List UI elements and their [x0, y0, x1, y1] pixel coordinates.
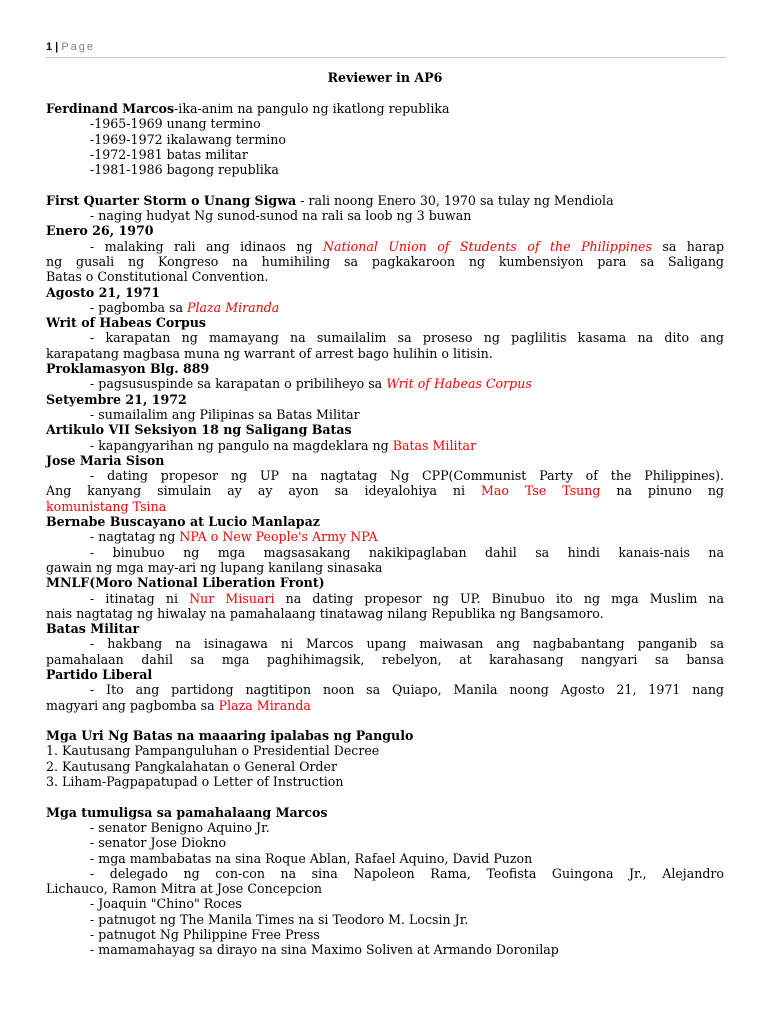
bernabe-paragraph: - binubuo ng mga magsasakang nakikipaglaban dahil sa hindi kanais-nais na gawain ng mga may-ari ng lupang kanilang sinasaka — [46, 544, 724, 575]
proklamasyon-heading: Proklamasyon Blg. 889 — [46, 361, 210, 377]
bernabe-heading: Bernabe Buscayano at Lucio Manlapaz — [46, 514, 320, 530]
highlight-batas-militar: Batas Militar — [392, 437, 477, 453]
fqs-detail: - naging hudyat Ng sunod-sunod na rali sa loob ng 3 buwan — [90, 208, 472, 224]
term-item: -1981-1986 bagong republika — [90, 162, 279, 178]
page-header — [46, 40, 726, 58]
partido-paragraph: - Ito ang partidong nagtitipon noon sa Quiapo, Manila noong Agosto 21, 1971 nang magyari ang pagbomba sa Plaza Miranda — [46, 682, 724, 713]
bernabe-detail: - nagtatag ng NPA o New People's Army NPA — [90, 529, 378, 545]
partido-heading: Partido Liberal — [46, 666, 153, 682]
tumuligsa-item: - mamamahayag sa dirayo na sina Maximo Soliven at Armando Doronilap — [90, 942, 559, 958]
uri-item: 3. Liham-Pagpapatupad o Letter of Instruction — [46, 774, 344, 790]
mnlf-paragraph: - itinatag ni Nur Misuari na dating propesor ng UP. Binubuo ito ng mga Muslim na nais nagtatag ng hiwalay na pamahalaang tinatawag nilang Republika ng Bangsamoro. — [46, 590, 725, 621]
artikulo-detail: - kapangyarihan ng pangulo na magdeklara ng Batas Militar — [90, 437, 477, 453]
highlight-writ: Writ of Habeas Corpus — [386, 376, 532, 392]
term-item: -1965-1969 unang termino — [90, 116, 261, 132]
sison-paragraph: - dating propesor ng UP na nagtatag Ng CPP(Communist Party of the Philippines). Ang kanyang simulain ay ay ayon sa ideyalohiya ni Mao Tse Tsung na pinuno ng komunistang Tsina — [46, 468, 724, 514]
tumuligsa-heading: Mga tumuligsa sa pamahalaang Marcos — [46, 804, 328, 820]
writ-paragraph: - karapatan ng mamayang na sumailalim sa proseso ng paglilitis kasama na dito ang karapatang magbasa muna ng warrant of arrest bago hulihin o litisin. — [46, 330, 724, 361]
fqs-heading: First Quarter Storm o Unang Sigwa - rali noong Enero 30, 1970 sa tulay ng Mendiola — [46, 192, 614, 208]
proklamasyon-detail: - pagsususpinde sa karapatan o pribiliheyo sa Writ of Habeas Corpus — [90, 376, 532, 392]
highlight-plaza-miranda-2: Plaza Miranda — [218, 697, 311, 713]
tumuligsa-item: - senator Benigno Aquino Jr. — [90, 819, 270, 835]
highlight-npa: NPA o New People's Army NPA — [179, 529, 378, 545]
tumuligsa-item: - patnugot Ng Philippine Free Press — [90, 927, 320, 943]
highlight-misuari: Nur Misuari — [189, 590, 275, 606]
writ-heading: Writ of Habeas Corpus — [46, 315, 207, 331]
uri-item: 1. Kautusang Pampanguluhan o Presidential Decree — [46, 743, 380, 759]
mnlf-heading: MNLF(Moro National Liberation Front) — [46, 575, 325, 591]
page-number: 1 — [46, 41, 53, 53]
document-body — [46, 70, 724, 958]
batas-militar-paragraph: - hakbang na isinagawa ni Marcos upang maiwasan ang nagbabantang panganib sa pamahalaan dahil sa mga paghihimagsik, rebelyon, at karahasang nangyari sa bansa — [46, 636, 724, 667]
tumuligsa-item: - Joaquin "Chino" Roces — [90, 896, 242, 912]
artikulo-heading: Artikulo VII Seksiyon 18 ng Saligang Batas — [46, 422, 352, 438]
page-separator: | — [52, 41, 62, 53]
batas-militar-heading: Batas Militar — [46, 621, 140, 637]
tumuligsa-item: - patnugot ng The Manila Times na si Teodoro M. Locsin Jr. — [90, 911, 469, 927]
uri-heading: Mga Uri Ng Batas na maaaring ipalabas ng Pangulo — [46, 728, 414, 744]
tumuligsa-item: - mga mambabatas na sina Roque Ablan, Rafael Aquino, David Puzon — [90, 850, 533, 866]
term-item: -1969-1972 ikalawang termino — [90, 131, 286, 147]
tumuligsa-item: - senator Jose Diokno — [90, 835, 227, 851]
setyembre-heading: Setyembre 21, 1972 — [46, 391, 187, 407]
sison-heading: Jose Maria Sison — [46, 452, 165, 468]
tumuligsa-item: - delegado ng con-con na sina Napoleon Rama, Teofista Guingona Jr., Alejandro Lichauco, Ramon Mitra at Jose Concepcion — [46, 865, 724, 897]
agosto-heading: Agosto 21, 1971 — [46, 284, 161, 300]
agosto-detail: - pagbomba sa Plaza Miranda — [90, 299, 280, 315]
enero-paragraph: - malaking rali ang idinaos ng National Union of Students of the Philippines sa harap ng gusali ng Kongreso na humihiling sa pagkakaroon ng kumbensiyon para sa Saligang Batas o Constitutional Convention. — [46, 238, 725, 285]
highlight-mao: Mao Tse Tsung — [481, 483, 601, 499]
highlight-komunistang-tsina: komunistang Tsina — [46, 498, 167, 514]
highlight-plaza-miranda: Plaza Miranda — [187, 299, 280, 315]
document-title: Reviewer in AP6 — [327, 70, 443, 85]
uri-item: 2. Kautusang Pangkalahatan o General Order — [46, 758, 338, 774]
highlight-nusp: National Union of Students of the Philippines — [323, 238, 652, 254]
term-item: -1972-1981 batas militar — [90, 146, 248, 162]
marcos-heading: Ferdinand Marcos-ika-anim na pangulo ng ikatlong republika — [46, 101, 450, 116]
setyembre-detail: - sumailalim ang Pilipinas sa Batas Militar — [90, 406, 360, 422]
page-label: Page — [61, 41, 96, 53]
enero-heading: Enero 26, 1970 — [46, 223, 154, 239]
